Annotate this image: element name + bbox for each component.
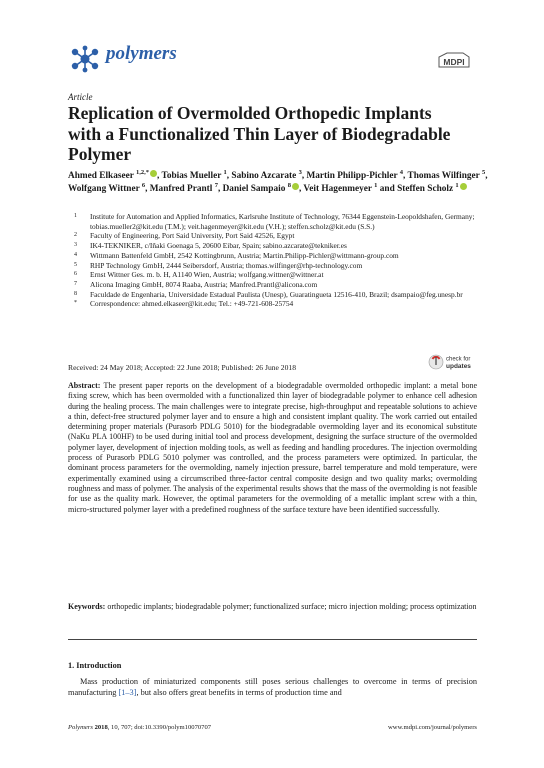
affiliation-number: 4 xyxy=(74,251,77,258)
affiliation-item xyxy=(68,212,488,231)
mdpi-logo-text: MDPI xyxy=(443,57,465,67)
affiliation-text: Alicona Imaging GmbH, 8074 Raaba, Austria; Manfred.Prantl@alicona.com xyxy=(90,279,318,289)
orcid-icon[interactable] xyxy=(460,183,467,190)
author-name: Manfred Prantl xyxy=(149,184,213,194)
author-affiliation-sup: 1 xyxy=(455,181,459,189)
affiliation-number: 8 xyxy=(74,290,77,297)
publication-dates: Received: 24 May 2018; Accepted: 22 June 2018; Published: 26 June 2018 xyxy=(68,363,296,372)
check-label-2: updates xyxy=(446,363,471,370)
author-affiliation-sup: 1 xyxy=(223,168,227,176)
author-name: Steffen Scholz xyxy=(397,184,454,194)
author-name: Wolfgang Wittner xyxy=(68,184,140,194)
affiliation-item xyxy=(68,270,488,280)
intro-text-1: Mass production of miniaturized components still poses serious challenges to overcome in terms of precision manufacturing xyxy=(68,677,477,697)
section-divider xyxy=(68,639,477,640)
author-name: Ahmed Elkaseer xyxy=(68,171,134,181)
affiliation-text: IK4-TEKNIKER, c/Iñaki Goenaga 5, 20600 Eibar, Spain; sabino.azcarate@tekniker.es xyxy=(90,241,347,251)
affiliation-number: 3 xyxy=(74,242,77,249)
author-name: Daniel Sampaio xyxy=(222,184,286,194)
author-name: Martin Philipp-Pichler xyxy=(306,171,398,181)
affiliation-text: Wittmann Battenfeld GmbH, 2542 Kottingbrunn, Austria; Martin.Philipp-Pichler@wittmann-group.com xyxy=(90,250,399,260)
citation-link[interactable]: [1–3] xyxy=(118,688,137,697)
author-name: Veit Hagenmeyer xyxy=(303,184,372,194)
affiliation-number: 7 xyxy=(74,280,77,287)
mdpi-logo-icon xyxy=(436,51,472,69)
affiliation-number: 5 xyxy=(74,261,77,268)
affiliation-item xyxy=(68,299,488,309)
keywords-label: Keywords: xyxy=(68,602,106,611)
affiliation-number: 1 xyxy=(74,213,77,219)
affiliation-item xyxy=(68,280,488,290)
affiliation-item xyxy=(68,251,488,261)
introduction-text xyxy=(68,676,477,698)
author-affiliation-sup: 1,2,* xyxy=(136,168,150,176)
affiliation-text: Institute for Automation and Applied Informatics, Karlsruhe Institute of Technology, 76344 Eggenstein-Leopoldshafen, Germany; tobias.mueller2@kit.edu (T.M.); veit.hagenmeyer@kit.edu (V.H.); steffen.scholz@kit.edu (S.S.) xyxy=(90,212,475,231)
abstract-text: The present paper reports on the development of a biodegradable overmolded orthopedic implant: a metal bone fixing screw, which has been overmolded with a functionalized thin layer of biodegradable polymer to enhance cell adhesion during the healing process. The main challenges were to integrate precise, high-throughput and repeatable solutions to achieve a thin, defect-free structured polymer layer and to ensure a high and consistent implant quality. The work carried out entailed determining proper materials (Purasorb PDLG 5010) for the biodegradable overmolding layer and its economical substitute (NaKu PLA 100HF) to be used during initial tool and process development, designing the surface structure of the overmolded polymer layer, development of injection molding tools, as well as feeding and handling procedures. The injection overmolding process of Purasorb PDLG 5010 polymer was controlled, and the process parameters were optimized. In particular, the dominant process parameters for the overmolding, namely injection pressure, barrel temperature and mold temperature, were experimentally examined using a circumscribed three-factor central composite design and two quality marks; overmolding roughness and mass of polymer. The analysis of the experimental results shows that the mass of the overmolding is not feasible for use as the quality mark. However, the optimal parameters for the overmolding of a metallic implant screw with a thin, micro-structured polymer layer with a predefined roughness of the surface texture have been identified successfully. xyxy=(68,381,477,514)
footer-url[interactable]: www.mdpi.com/journal/polymers xyxy=(388,724,477,731)
footer-journal: Polymers xyxy=(68,724,93,731)
footer-rest: , 10, 707; doi:10.3390/polym10070707 xyxy=(107,724,212,731)
author-separator: , xyxy=(298,184,304,194)
author-separator: , xyxy=(485,171,488,181)
keywords xyxy=(68,602,477,612)
footer-citation xyxy=(68,724,211,731)
keywords-text: orthopedic implants; biodegradable polymer; functionalized surface; micro injection molding; process optimization xyxy=(107,602,477,611)
author-affiliation-sup: 3 xyxy=(298,168,302,176)
author-name: Tobias Mueller xyxy=(161,171,222,181)
affiliation-item xyxy=(68,231,488,241)
affiliation-item xyxy=(68,261,488,271)
author-separator: , xyxy=(226,171,232,181)
affiliation-item xyxy=(68,241,488,251)
author-affiliation-sup: 1 xyxy=(374,181,378,189)
author-affiliation-sup: 7 xyxy=(214,181,218,189)
article-type: Article xyxy=(68,92,93,102)
affiliation-text: Ernst Wittner Ges. m. b. H, A1140 Wien, Austria; wolfgang.wittner@wittner.at xyxy=(90,270,324,280)
author-separator: , xyxy=(145,184,150,194)
author-name: Sabino Azcarate xyxy=(231,171,297,181)
orcid-icon[interactable] xyxy=(150,170,157,177)
journal-name: polymers xyxy=(106,43,177,64)
affiliation-text: Faculty of Engineering, Port Said University, Port Said 42526, Egypt xyxy=(90,231,295,241)
author-affiliation-sup: 4 xyxy=(399,168,404,176)
affiliation-text: Correspondence: ahmed.elkaseer@kit.edu; Tel.: +49-721-608-25754 xyxy=(90,299,294,309)
affiliation-number: * xyxy=(74,300,77,307)
author-separator: , xyxy=(301,171,307,181)
author-separator: , xyxy=(157,171,162,181)
footer-year: 2018 xyxy=(94,724,108,731)
orcid-icon[interactable] xyxy=(292,183,299,190)
affiliation-number: 6 xyxy=(74,271,77,278)
abstract-label: Abstract: xyxy=(68,381,101,390)
affiliation-item xyxy=(68,290,488,300)
affiliation-text: RHP Technology GmbH, 2444 Seibersdorf, Austria; thomas.wilfinger@rhp-technology.com xyxy=(90,260,363,270)
affiliation-number: 2 xyxy=(74,232,77,239)
affiliation-text: Faculdade de Engenharia, Universidade Estadual Paulista (Unesp), Guaratingueta 12516-410, Brazil; dsampaio@feg.unesp.br xyxy=(90,289,463,299)
author-affiliation-sup: 5 xyxy=(481,168,486,176)
paper-title: Replication of Overmolded Orthopedic Implants with a Functionalized Thin Layer of Biodegradable Polymer xyxy=(68,103,451,164)
check-for-updates-badge[interactable] xyxy=(428,350,478,374)
author-separator: , xyxy=(217,184,223,194)
polymers-logo-icon xyxy=(68,44,102,74)
author-separator: and xyxy=(377,184,398,194)
check-label-1: check for xyxy=(446,356,471,363)
author-list xyxy=(68,170,488,196)
author-name: Thomas Wilfinger xyxy=(407,171,480,181)
abstract xyxy=(68,381,477,515)
section-title: 1. Introduction xyxy=(68,661,122,670)
author-affiliation-sup: 6 xyxy=(141,181,146,189)
author-separator: , xyxy=(403,171,408,181)
author-affiliation-sup: 8 xyxy=(287,181,291,189)
intro-text-2: , but also offers great benefits in terms of production time and xyxy=(136,688,342,697)
affiliation-list xyxy=(68,212,488,309)
